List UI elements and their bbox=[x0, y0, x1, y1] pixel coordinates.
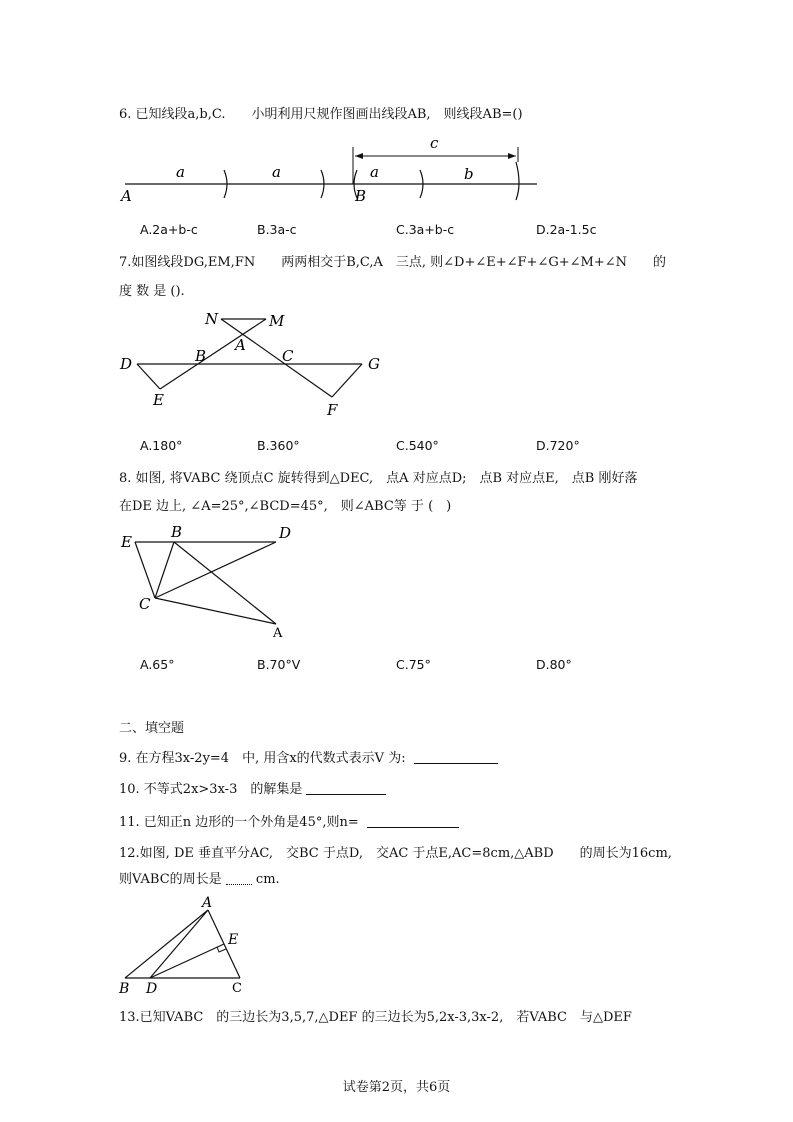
q7-label-B: B bbox=[195, 347, 207, 365]
q8-label-A: A bbox=[273, 626, 283, 641]
q8-option-b: B.70°V bbox=[257, 657, 301, 672]
q6-label-B: B bbox=[355, 187, 367, 205]
q12-stem-line1: 12.如图, DE 垂直平分AC, 交BC 于点D, 交AC 于点E,AC=8cm,△ABD 的周长为16cm, bbox=[119, 846, 672, 861]
q6-label-a1: a bbox=[176, 163, 185, 181]
q7-option-d: D.720° bbox=[536, 438, 580, 453]
q7-option-c: C.540° bbox=[396, 438, 439, 453]
q11-text bbox=[119, 813, 459, 832]
q6-label-a3: a bbox=[370, 163, 379, 181]
q7-label-G: G bbox=[368, 355, 380, 373]
q6-label-A: A bbox=[121, 187, 132, 205]
q6-option-a: A.2a+b-c bbox=[140, 222, 198, 237]
q7-stem-line1: 7.如图线段DG,EM,FN 两两相交于B,C,A 三点, 则∠D+∠E+∠F+∠G+∠M+∠N 的 bbox=[119, 255, 666, 270]
q8-label-E: E bbox=[121, 533, 132, 551]
q10-stem: 10. 不等式2x>3x-3 的解集是 bbox=[119, 782, 303, 797]
q6-option-d: D.2a-1.5c bbox=[536, 222, 597, 237]
q7-label-N: N bbox=[205, 310, 219, 328]
q7-label-D: D bbox=[120, 355, 133, 373]
q8-option-c: C.75° bbox=[396, 657, 431, 672]
q6-label-c: c bbox=[430, 134, 439, 152]
q8-stem-line2: 在DE 边上, ∠A=25°,∠BCD=45°, 则∠ABC等 于 ( ) bbox=[119, 499, 452, 514]
page-footer: 试卷第2页，共6页 bbox=[342, 1080, 451, 1095]
q6-label-b: b bbox=[464, 165, 474, 183]
q7-stem-line2: 度 数 是 (). bbox=[119, 284, 185, 299]
q12-label-D: D bbox=[146, 981, 158, 997]
q7-label-A: A bbox=[235, 336, 246, 354]
q11-answer-blank[interactable] bbox=[367, 813, 459, 828]
q7-label-C: C bbox=[282, 347, 294, 365]
q9-answer-blank[interactable] bbox=[414, 749, 498, 764]
q12-label-E: E bbox=[228, 932, 239, 948]
section-title-fill-in: 二、填空题 bbox=[119, 721, 185, 736]
q8-label-D: D bbox=[279, 524, 292, 542]
q12-stem-part1: 则VABC的周长是 bbox=[119, 872, 222, 887]
q8-stem-line1: 8. 如图, 将VABC 绕顶点C 旋转得到△DEC, 点A 对应点D; 点B 对应点E, 点B 刚好落 bbox=[119, 471, 638, 486]
q6-label-a2: a bbox=[272, 163, 281, 181]
q7-label-M: M bbox=[269, 312, 285, 330]
q9-text bbox=[119, 749, 498, 768]
q9-stem: 9. 在方程3x-2y=4 中, 用含x的代数式表示V 为: bbox=[119, 751, 406, 766]
q12-label-B: B bbox=[119, 981, 130, 997]
q6-stem: 6. 已知线段a,b,C. 小明利用尺规作图画出线段AB, 则线段AB=() bbox=[119, 107, 523, 122]
q12-label-C: C bbox=[232, 981, 242, 996]
q8-label-B: B bbox=[171, 523, 183, 541]
q12-answer-blank[interactable] bbox=[226, 870, 252, 885]
q12-stem-line2 bbox=[119, 870, 280, 889]
q8-label-C: C bbox=[139, 595, 151, 613]
q6-option-c: C.3a+b-c bbox=[396, 222, 455, 237]
q13-text: 13.已知VABC 的三边长为3,5,7,△DEF 的三边长为5,2x-3,3x-2, 若VABC 与△DEF bbox=[119, 1010, 632, 1025]
q11-stem: 11. 已知正n 边形的一个外角是45°,则n= bbox=[119, 815, 359, 830]
q12-stem-part2: cm. bbox=[255, 872, 280, 887]
q12-label-A: A bbox=[202, 895, 213, 911]
q6-option-b: B.3a-c bbox=[257, 222, 297, 237]
q7-option-a: A.180° bbox=[140, 438, 183, 453]
q10-answer-blank[interactable] bbox=[306, 780, 386, 795]
q7-label-E: E bbox=[153, 391, 164, 409]
q10-text bbox=[119, 780, 386, 799]
q8-option-d: D.80° bbox=[536, 657, 572, 672]
q7-label-F: F bbox=[327, 401, 338, 419]
q8-option-a: A.65° bbox=[140, 657, 175, 672]
q7-option-b: B.360° bbox=[257, 438, 300, 453]
